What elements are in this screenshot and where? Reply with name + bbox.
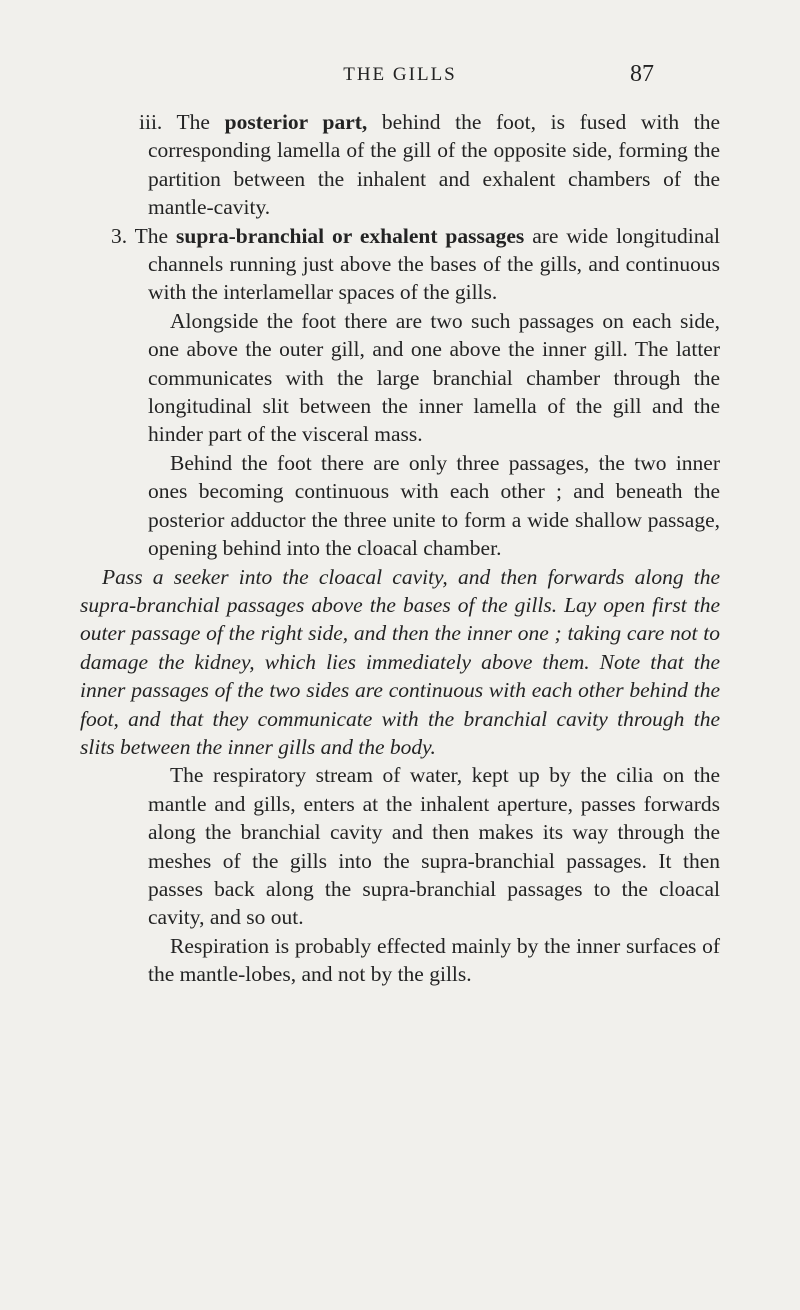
paragraph-respiration: Respiration is probably effected mainly by the inner surfaces of the mantle-lobes, and not by the gills.: [148, 933, 720, 987]
paragraph-respiratory: The respiratory stream of water, kept up by the cilia on the mantle and gills, enters at the inhalent aperture, passes forwards along the branchial cavity and then makes its way through the meshes of the gills into the supra-branchial passages. It then passes back along the supra-branchial passages to the cloacal cavity, and so out.: [148, 763, 720, 930]
paragraph-3-prefix: 3. The: [111, 223, 176, 248]
paragraph-instruction: Pass a seeker into the cloacal cavity, and then forwards along the supra-branchial passages above the bases of the gills. Lay open first the outer passage of the right side, and then the inner one ; taking care not to damage the kidney, which lies immediately above them. Note that the inner passages of the two sides are continuous with each other behind the foot, and that they communicate with the branchial cavity through the slits between the inner gills and the body.: [80, 564, 720, 759]
paragraph-3-text: are wide longitudinal channels running just above the bases of the gills, and continuous with the interlamellar spaces of the gills.: [148, 223, 720, 305]
paragraph-behind: Behind the foot there are only three passages, the two inner ones becoming continuous with each other ; and beneath the posterior adductor the three unite to form a wide shallow passage, opening behind into the cloacal chamber.: [148, 450, 720, 561]
paragraph-alongside: Alongside the foot there are two such passages on each side, one above the outer gill, and one above the inner gill. The latter communicates with the large branchial chamber through the longitudinal slit between the inner lamella of the gill and the hinder part of the visceral mass.: [148, 308, 720, 447]
page-header: [0, 46, 800, 86]
paragraph-3: [80, 222, 720, 307]
body-text: [80, 108, 720, 989]
paragraph-3-bold-term: supra-branchial or exhalent passages: [176, 223, 525, 248]
page-number: 87: [630, 61, 654, 87]
running-head: THE GILLS: [343, 64, 457, 85]
paragraph-iii-bold-term: posterior part,: [224, 110, 368, 134]
paragraph-iii-text: behind the foot, is fused with the corresponding lamella of the gill of the opposite side, forming the partition between the inhalent and exhalent chambers of the mantle-cavity.: [148, 110, 720, 220]
paragraph-iii-prefix: iii. The: [139, 110, 225, 134]
paragraph-iii: [80, 108, 720, 222]
